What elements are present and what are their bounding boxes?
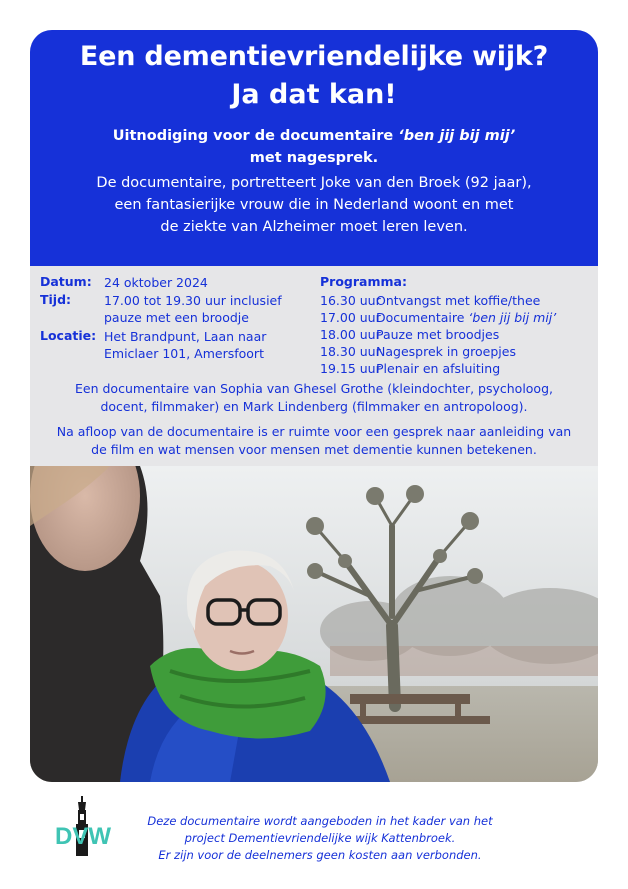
time-label: Tijd: — [40, 292, 72, 307]
program-time: 18.30 uur — [320, 344, 381, 359]
program-activity: Ontvangst met koffie/thee — [376, 293, 541, 308]
after-note-line: Na afloop van de documentaire is er ruimte voor een gesprek naar aanleiding van — [56, 424, 572, 439]
footer-note — [120, 813, 520, 864]
footer-line: Er zijn voor de deelnemers geen kosten aan verbonden. — [158, 848, 482, 862]
title-line-2: Ja dat kan! — [231, 79, 397, 110]
invitation-prefix: Uitnodiging voor de documentaire — [112, 128, 399, 144]
date-label: Datum: — [40, 274, 92, 289]
logo-text: DVW — [55, 823, 111, 850]
credits-line: docent, filmmaker) en Mark Lindenberg (filmmaker en antropoloog). — [100, 399, 528, 414]
description-line: een fantasierijke vrouw die in Nederland woont en met — [114, 197, 514, 213]
program-time: 16.30 uur — [320, 293, 381, 308]
after-note — [30, 423, 598, 459]
location-label: Locatie: — [40, 328, 97, 343]
date-value: 24 oktober 2024 — [104, 275, 208, 290]
program-activity: Nagesprek in groepjes — [376, 344, 516, 359]
header-banner — [30, 30, 598, 266]
program-title: Programma: — [320, 274, 407, 289]
flyer-card — [30, 30, 598, 782]
invitation-line — [30, 126, 598, 147]
description-line: de ziekte van Alzheimer moet leren leven. — [160, 219, 468, 235]
footer-line: Deze documentaire wordt aangeboden in het kader van het — [147, 814, 493, 828]
program-activity: Pauze met broodjes — [376, 327, 500, 342]
program-activity: Plenair en afsluiting — [376, 361, 501, 376]
film-title: ‘ben jij bij mij’ — [398, 128, 516, 144]
dvw-logo — [48, 794, 118, 860]
footer-line: project Dementievriendelijke wijk Kattenbroek. — [184, 831, 456, 845]
documentary-still-photo — [30, 466, 598, 782]
time-value-line: 17.00 tot 19.30 uur inclusief — [104, 293, 282, 308]
description — [30, 172, 598, 238]
info-section — [30, 266, 598, 466]
time-value-line: pauze met een broodje — [104, 310, 249, 325]
title-line-1: Een dementievriendelijke wijk? — [79, 41, 549, 72]
program-activity: Documentaire ‘ben jij bij mij’ — [376, 310, 557, 325]
credits — [30, 380, 598, 416]
description-line: De documentaire, portretteert Joke van den Broek (92 jaar), — [96, 175, 532, 191]
location-value-line: Emiclaer 101, Amersfoort — [104, 346, 264, 361]
invitation-suffix: met nagesprek. — [249, 150, 379, 166]
credits-line: Een documentaire van Sophia van Ghesel Grothe (kleindochter, psycholoog, — [75, 381, 553, 396]
program-time: 18.00 uur — [320, 327, 381, 342]
program-time: 17.00 uur — [320, 310, 381, 325]
film-title: ‘ben jij bij mij’ — [468, 310, 557, 325]
program-time: 19.15 uur — [320, 361, 381, 376]
after-note-line: de film en wat mensen voor mensen met dementie kunnen betekenen. — [91, 442, 537, 457]
location-value-line: Het Brandpunt, Laan naar — [104, 329, 267, 344]
